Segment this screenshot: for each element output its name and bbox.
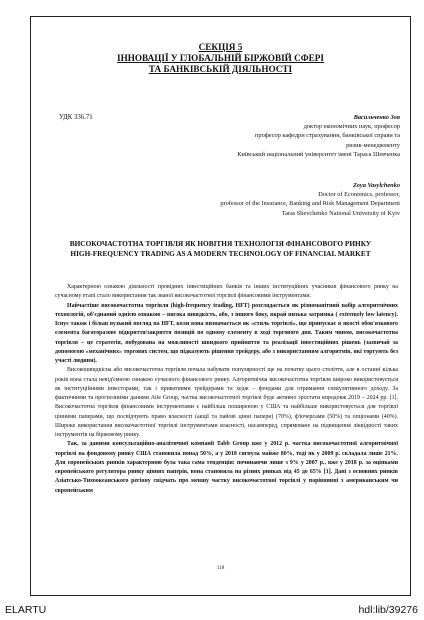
paragraph-4: Так, за даними консультаційно-аналітичної компанії Tabb Group вже у 2012 р. частка високочастотної алгоритмічної торгівлі на фондовому ринку США становила понад 50%, а у 2018 сягнула майже 80%, тоді як у 2009 р. складала лише 21%. Для європейських ринків характерною була така сама тенденція: починаючи лише з 9% у 2007 р., вже у 2018 р. за оцінками європейського регулятора ринку цінних паперів, вона становила на різних ринках від 45 до 65% [1]. Дані з основних ринків Азіатсько-Тихоокеанського регіону свідчать про меншу частку високочастотної торгівлі у порівнянні з американським чи європейським xyxy=(55,441,398,494)
article-body xyxy=(55,283,398,496)
author-info-english xyxy=(170,181,400,218)
author-university-en: Taras Shevchenko National University of Kyiv xyxy=(281,209,400,217)
document-page xyxy=(30,16,411,596)
footer-bar xyxy=(0,600,424,620)
author-degree-ua: доктор економічних наук, професор xyxy=(303,123,400,131)
article-titles xyxy=(45,239,396,258)
article-title-ua: ВИСОКОЧАСТОТНА ТОРГІВЛЯ ЯК НОВІТНЯ ТЕХНОЛОГІЯ ФІНАНСОВОГО РИНКУ xyxy=(69,239,372,248)
udc-code: УДК 336.71 xyxy=(59,114,93,121)
author-name-ua: Васильченко Зоя xyxy=(353,114,400,121)
author-university-ua: Київський національний університет імені Тараса Шевченка xyxy=(237,150,400,158)
author-department-ua: ризик-менеджменту xyxy=(346,141,400,149)
author-info-ukrainian xyxy=(170,113,400,159)
author-position-en: professor of the Insurance, Banking and Risk Management Department xyxy=(220,200,400,208)
section-title-line-2: ТА БАНКІВСЬКІЙ ДІЯЛЬНОСТІ xyxy=(148,64,293,74)
author-name-en: Zoya Vasylchenko xyxy=(352,182,400,189)
footer-repository-label: ELARTU xyxy=(5,604,47,616)
section-heading xyxy=(31,42,410,75)
paragraph-1: Характерною ознакою діяльності провідних інвестиційних банків та інших інституційних учасників фінансового ринку на сучасному етапі стало використання так званої високочастотної торгівлі фінансовими інструментами. xyxy=(55,284,398,300)
article-title-en: HIGH-FREQUENCY TRADING AS A MODERN TECHNOLOGY OF FINANCIAL MARKET xyxy=(70,248,371,258)
author-degree-en: Doctor of Economics, professor, xyxy=(318,191,400,199)
page-number: 118 xyxy=(216,565,225,571)
footer-handle-label: hdl:lib/39276 xyxy=(358,604,418,616)
author-position-ua: професор кафедри страхування, банківської справи та xyxy=(255,132,400,140)
paragraph-3: Високошвидкісна або високочастотна торгівля почала набувати популярності ще на початку цього століття, але в останні кілька років вона стала невід'ємною ознакою сучасного фінансового ринку. Алгоритмічна високочастотна торгівля широко використовується як інституційними інвесторами, так і приватними трейдерами та хедж – фондами для отримання спекулятивного доходу. За фактичними та прогнозними даними Aite Group, частка високочастотної торгівлі буде активно зростати впродовж 2019 – 2024 рр. [1]. Високочастотна торгівля фінансовими інструментами є найбільш поширеною у США та найбільше використовується для торгівлі цінними паперами, що посвідчують право власності (акції та пайові цінні папери) (70%), ф'ючерсами (50%) та опціонами (40%). Широке використання високочастотної торгівлі інструментами власності, насамперед, спрямоване на підвищення ліквідності таких інструментів на біржовому ринку. xyxy=(55,367,398,438)
section-label: СЕКЦІЯ 5 xyxy=(198,42,243,52)
paragraph-2: Найчастіше високочастотна торгівля (high-frequency trading, HFT) розглядається як різноманітний набір алгоритмічних технологій, об'єднаний однією ознакою – висока швидкість, або, з іншого боку, вкрай низька затримка ( extremely low latency). Існує також і більш вузький погляд на HFT, коли вона визначається як «стиль торгівлі», що припускає в якості обов'язкового елемента багаторазове відкриття/закриття позицій по одному елементу в ході торгового дня. Таким чином, високочастотна торгівля – це стратегія, побудована на можливості швидкого прийняття та реалізації інвестиційних рішень (зазвичай за допомогою «механічних» торгових систем, що підказують рішення трейдеру, або з використанням алгоритмів, які торгують без участі людини). xyxy=(55,302,398,364)
section-title-line-1: ІННОВАЦІЇ У ГЛОБАЛЬНІЙ БІРЖОВІЙ СФЕРІ xyxy=(117,53,324,63)
